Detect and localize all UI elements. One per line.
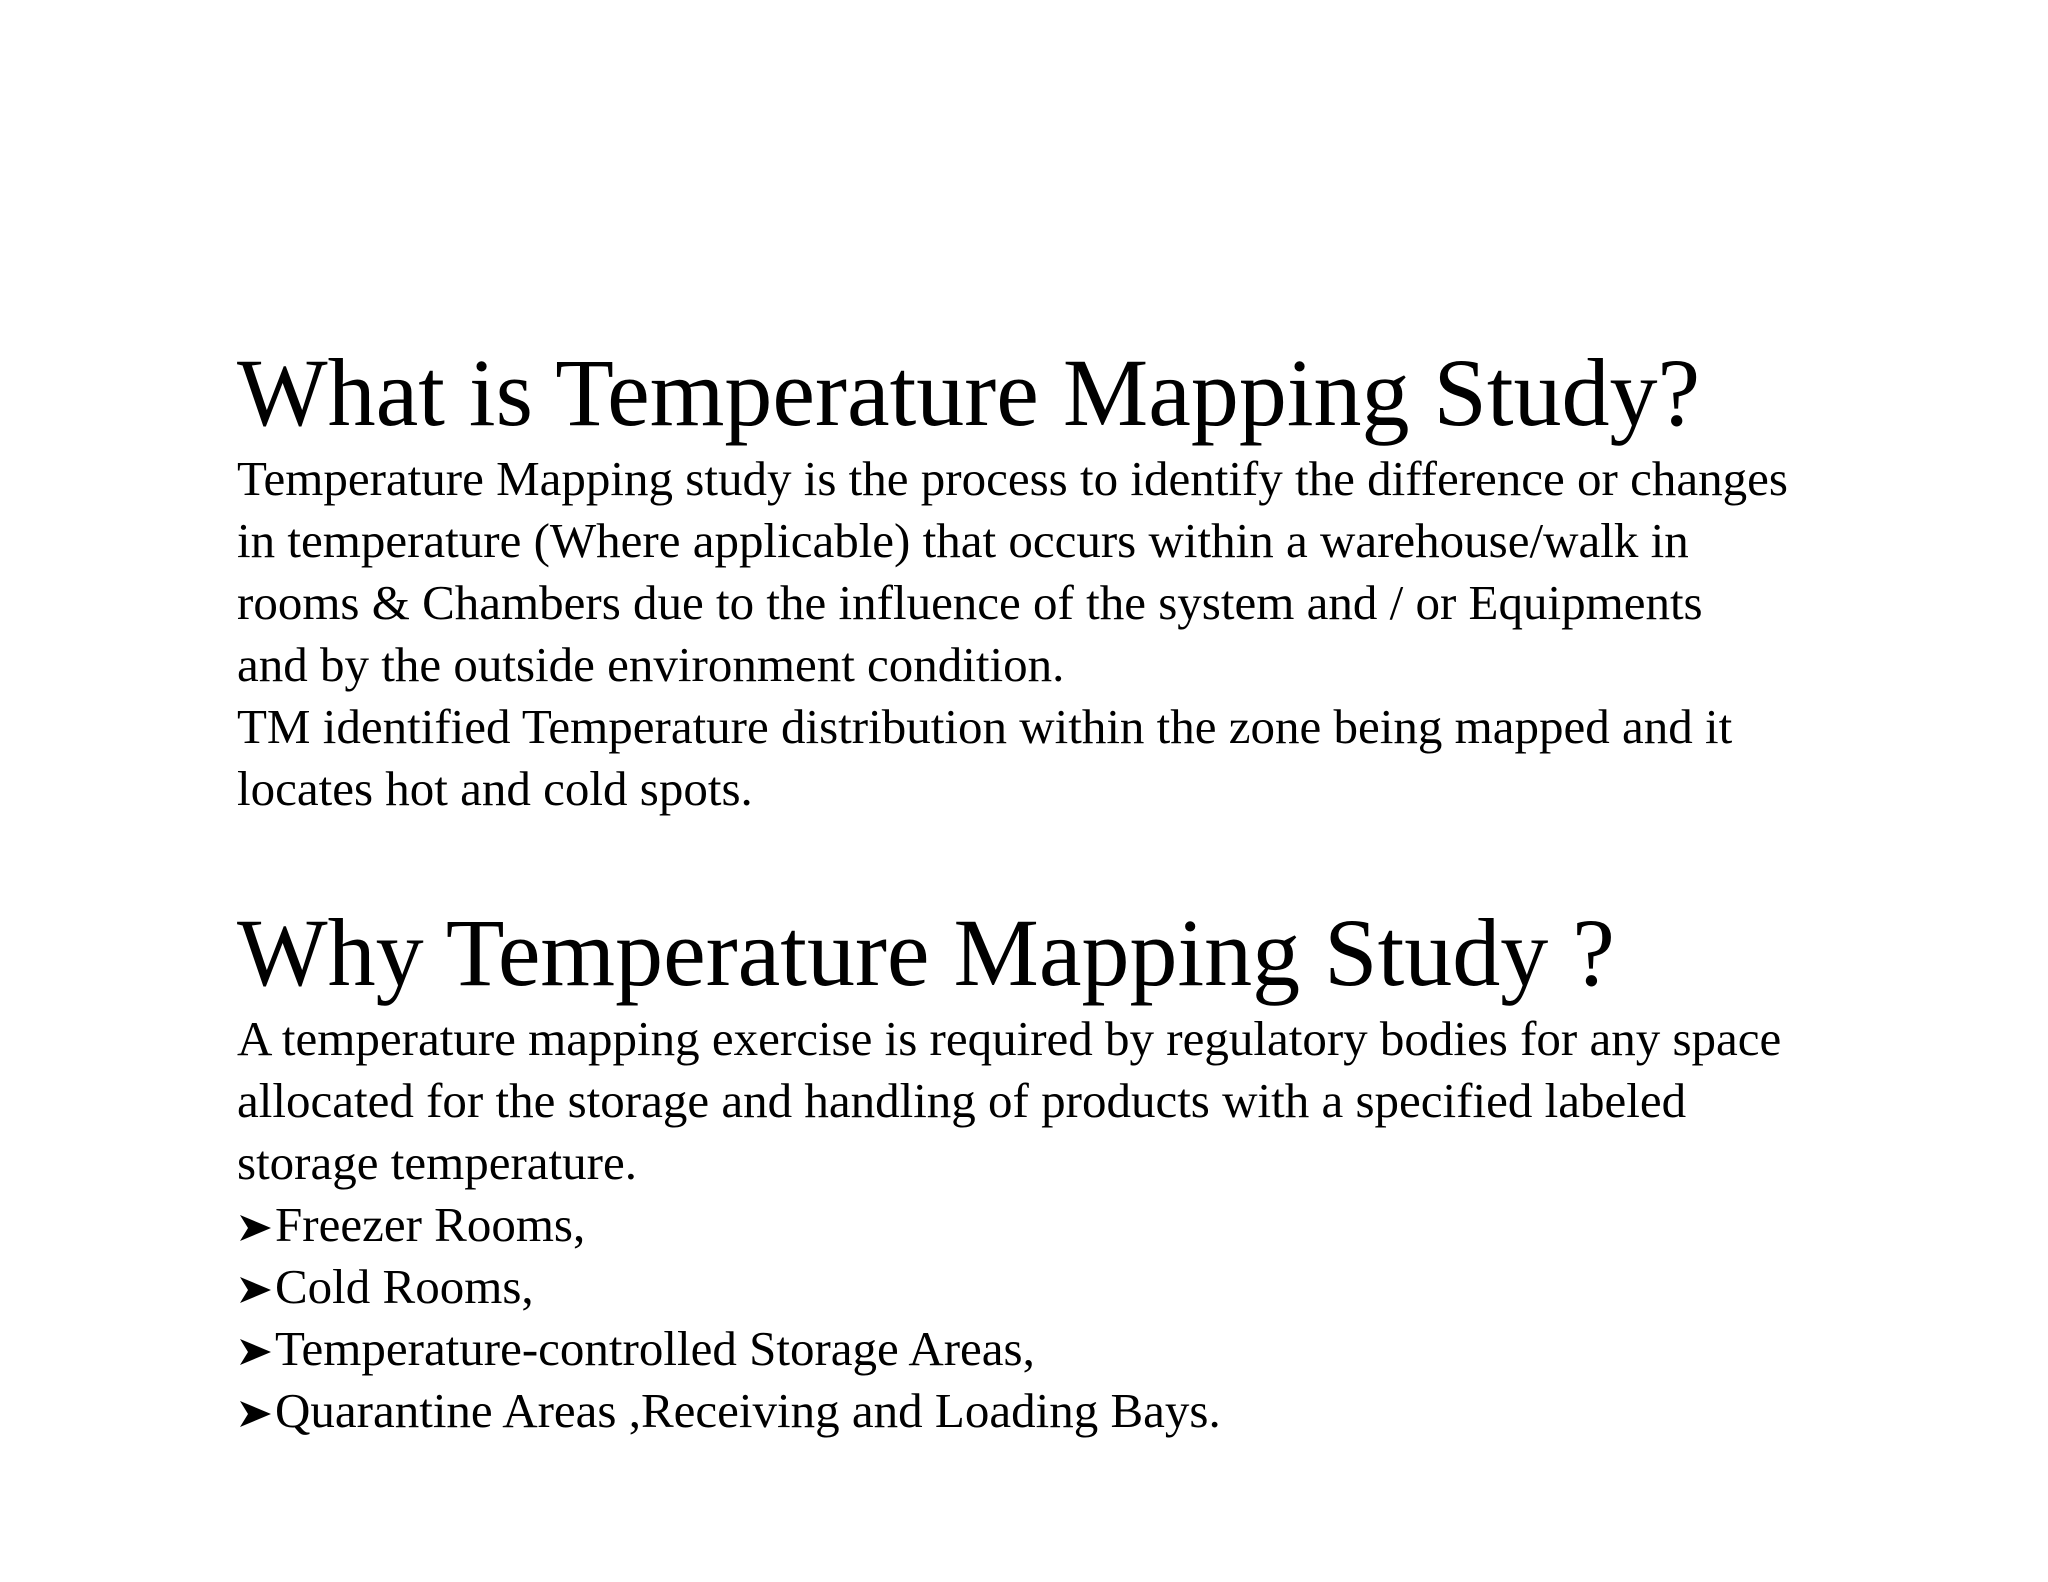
bullet-item — [237, 1380, 1937, 1442]
text-line: allocated for the storage and handling of products with a specified labeled — [237, 1073, 1687, 1128]
arrowhead-bullet-icon — [237, 1275, 273, 1305]
bullet-item — [237, 1194, 1937, 1256]
bullet-item — [237, 1256, 1937, 1318]
bullet-item — [237, 1318, 1937, 1380]
section-what-is — [237, 338, 1937, 820]
arrowhead-bullet-icon — [237, 1337, 273, 1367]
section-why — [237, 898, 1937, 1442]
bullet-text: Cold Rooms, — [275, 1259, 534, 1314]
bullet-text: Quarantine Areas ,Receiving and Loading Bays. — [275, 1383, 1221, 1438]
text-line: and by the outside environment condition. — [237, 637, 1065, 692]
arrowhead-bullet-icon — [237, 1399, 273, 1429]
paragraph-reason — [237, 1008, 1937, 1194]
arrowhead-bullet-icon — [237, 1213, 273, 1243]
bullet-list — [237, 1194, 1937, 1442]
heading-what-is: What is Temperature Mapping Study? — [237, 339, 1701, 446]
text-line: in temperature (Where applicable) that occurs within a warehouse/walk in — [237, 513, 1689, 568]
bullet-text: Freezer Rooms, — [275, 1197, 586, 1252]
text-line: locates hot and cold spots. — [237, 761, 753, 816]
bullet-text: Temperature-controlled Storage Areas, — [275, 1321, 1035, 1376]
paragraph-definition — [237, 448, 1937, 820]
text-line: rooms & Chambers due to the influence of the system and / or Equipments — [237, 575, 1703, 630]
text-line: Temperature Mapping study is the process to identify the difference or changes — [237, 451, 1788, 506]
text-line: TM identified Temperature distribution within the zone being mapped and it — [237, 699, 1733, 754]
heading-why: Why Temperature Mapping Study ? — [237, 899, 1615, 1006]
text-line: storage temperature. — [237, 1135, 637, 1190]
text-line: A temperature mapping exercise is required by regulatory bodies for any space — [237, 1011, 1782, 1066]
